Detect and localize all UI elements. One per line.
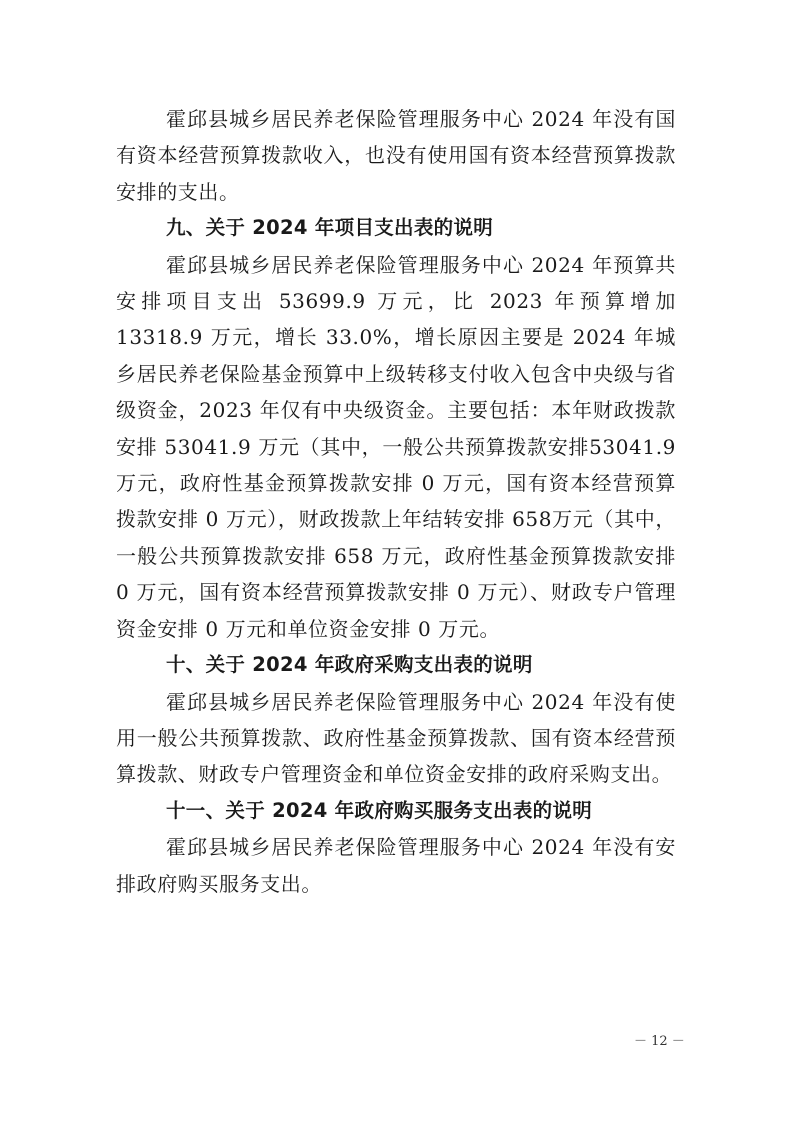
paragraph-project-expenditure: 霍邱县城乡居民养老保险管理服务中心 2024 年预算共安排项目支出 53699.9 万元，比 2023 年预算增加13318.9 万元，增长 33.0%，增长原因主要是 2024 年城乡居民养老保险基金预算中上级转移支付收入包含中央级与省级资金，2023 年仅有中央级资金。主要包括：本年财政拨款安排 53041.9 万元（其中，一般公共预算拨款安排53041.9 万元，政府性基金预算拨款安排 0 万元，国有资本经营预算拨款安排 0 万元），财政拨款上年结转安排 658万元（其中，一般公共预算拨款安排 658 万元，政府性基金预算拨款安排 0 万元，国有资本经营预算拨款安排 0 万元）、财政专户管理资金安排 0 万元和单位资金安排 0 万元。: [116, 252, 676, 641]
section-heading-10: 十、关于 2024 年政府采购支出表的说明: [166, 653, 533, 677]
page-number: － 12 －: [634, 1034, 685, 1049]
section-heading-11: 十一、关于 2024 年政府购买服务支出表的说明: [166, 798, 593, 822]
document-page: [116, 101, 676, 902]
paragraph-government-procurement: 霍邱县城乡居民养老保险管理服务中心 2024 年没有使用一般公共预算拨款、政府性基金预算拨款、国有资本经营预算拨款、财政专户管理资金和单位资金安排的政府采购支出。: [116, 689, 676, 787]
paragraph-state-capital-budget: 霍邱县城乡居民养老保险管理服务中心 2024 年没有国有资本经营预算拨款收入，也没有使用国有资本经营预算拨款安排的支出。: [116, 107, 676, 204]
paragraph-government-purchase-services: 霍邱县城乡居民养老保险管理服务中心 2024 年没有安排政府购买服务支出。: [116, 835, 676, 896]
section-heading-9: 九、关于 2024 年项目支出表的说明: [166, 216, 494, 240]
